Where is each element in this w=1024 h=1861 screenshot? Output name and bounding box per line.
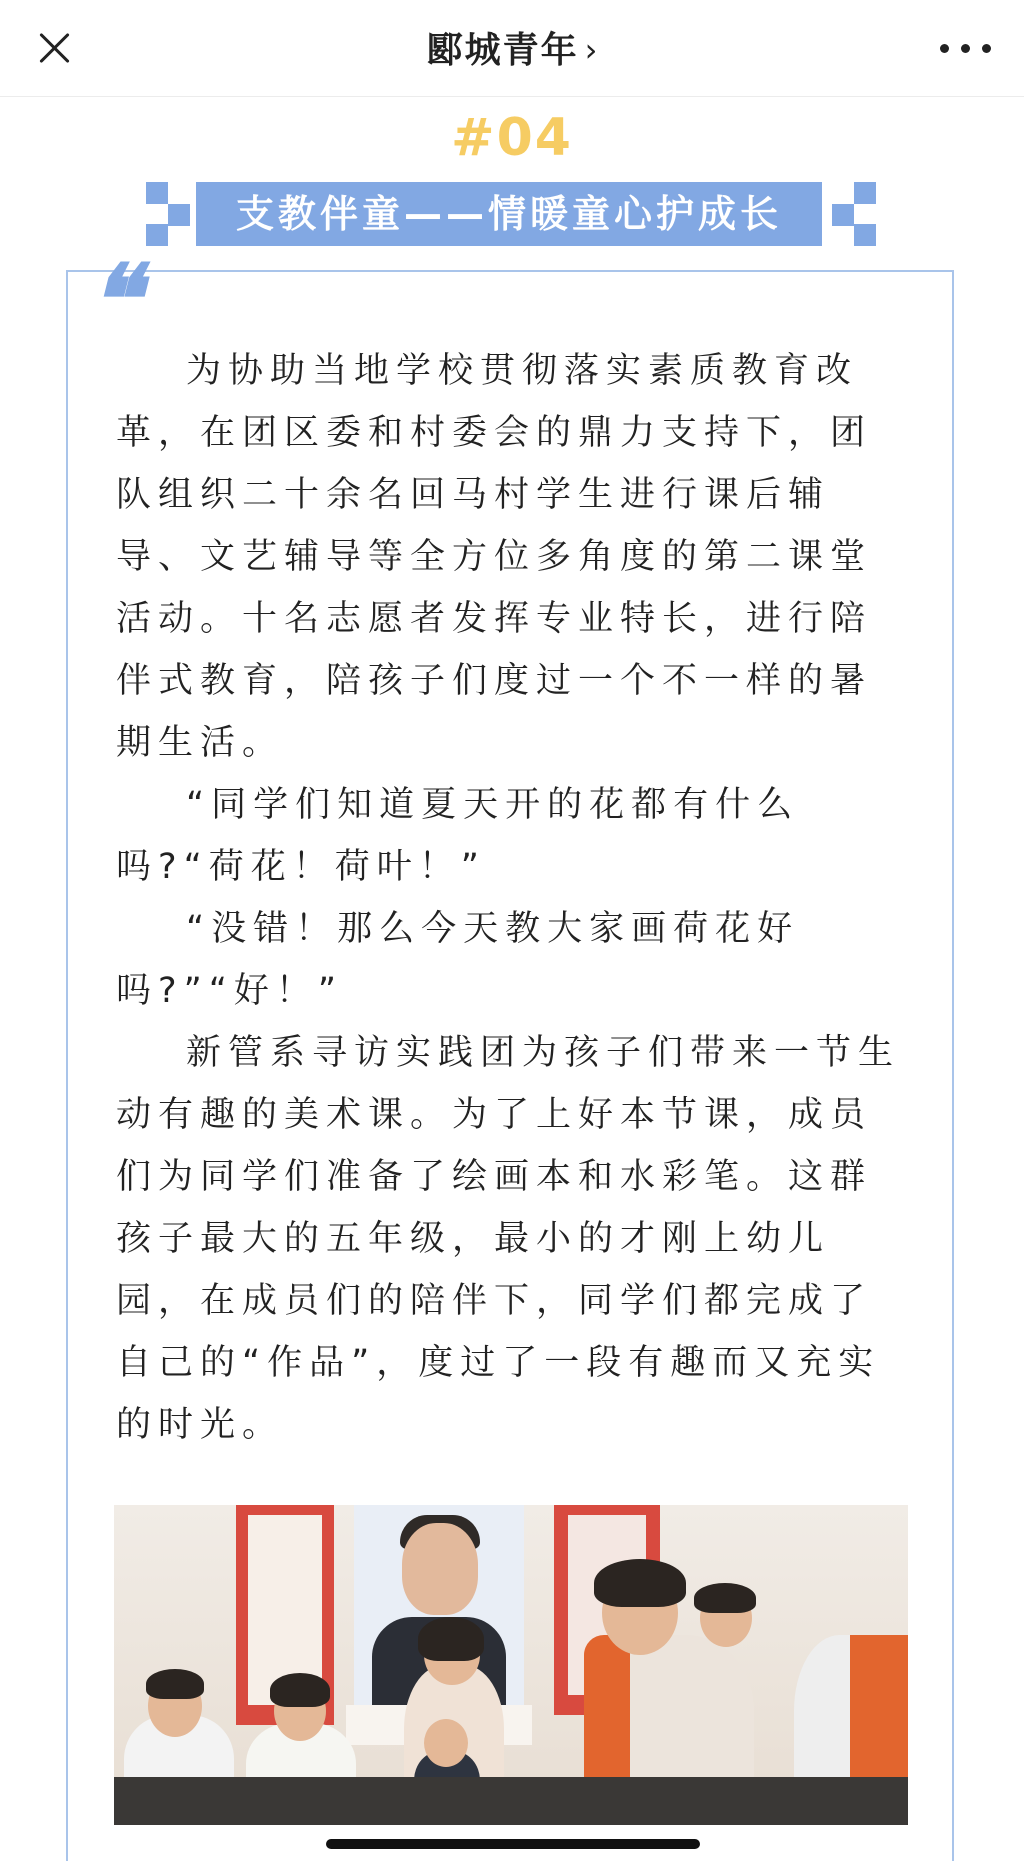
child-hair bbox=[146, 1669, 204, 1699]
top-navigation-bar bbox=[0, 0, 1024, 97]
article-paragraph: “同学们知道夏天开的花都有什么吗?“荷花！荷叶！” bbox=[116, 785, 800, 887]
child-hair bbox=[270, 1673, 330, 1707]
account-title-wrap bbox=[0, 22, 1024, 73]
volunteer-hair bbox=[418, 1617, 484, 1661]
more-dots-icon[interactable] bbox=[936, 26, 996, 70]
volunteer-hair bbox=[694, 1583, 756, 1613]
banner-decoration-square bbox=[832, 204, 854, 226]
volunteer-hair bbox=[594, 1559, 686, 1607]
section-heading-banner bbox=[146, 182, 876, 246]
child-head bbox=[424, 1719, 468, 1767]
article-paragraph: 新管系寻访实践团为孩子们带来一节生动有趣的美术课。为了上好本节课，成员们为同学们准备了绘画本和水彩笔。这群孩子最大的五年级，最小的才刚上幼儿园，在成员们的陪伴下，同学们都完成了自己的“作品”，度过了一段有趣而又充实的时光。 bbox=[116, 1033, 901, 1445]
banner-decoration-square bbox=[146, 182, 168, 204]
article-paragraph: 为协助当地学校贯彻落实素质教育改革，在团区委和村委会的鼎力支持下，团队组织二十余名回马村学生进行课后辅导、文艺辅导等全方位多角度的第二课堂活动。十名志愿者发挥专业特长，进行陪伴式教育，陪孩子们度过一个不一样的暑期生活。 bbox=[116, 351, 873, 763]
photo-foreground bbox=[114, 1777, 908, 1825]
volunteers-with-children-photo[interactable] bbox=[114, 1505, 908, 1825]
article-body bbox=[116, 340, 906, 1456]
banner-decoration-square bbox=[168, 204, 190, 226]
home-indicator[interactable] bbox=[326, 1839, 700, 1849]
article-paragraph: “没错！那么今天教大家画荷花好吗?”“好！” bbox=[116, 909, 800, 1011]
account-title[interactable]: 郾城青年 bbox=[426, 30, 579, 71]
banner-decoration-square bbox=[854, 224, 876, 246]
banner-decoration-square bbox=[854, 182, 876, 204]
portrait-face bbox=[402, 1523, 478, 1615]
section-heading: 支教伴童——情暖童心护成长 bbox=[196, 182, 822, 246]
chevron-right-icon[interactable]: › bbox=[584, 31, 598, 69]
banner-decoration-square bbox=[146, 224, 168, 246]
section-number: #04 bbox=[451, 108, 573, 168]
quote-mark-icon: ❝ bbox=[88, 243, 140, 356]
